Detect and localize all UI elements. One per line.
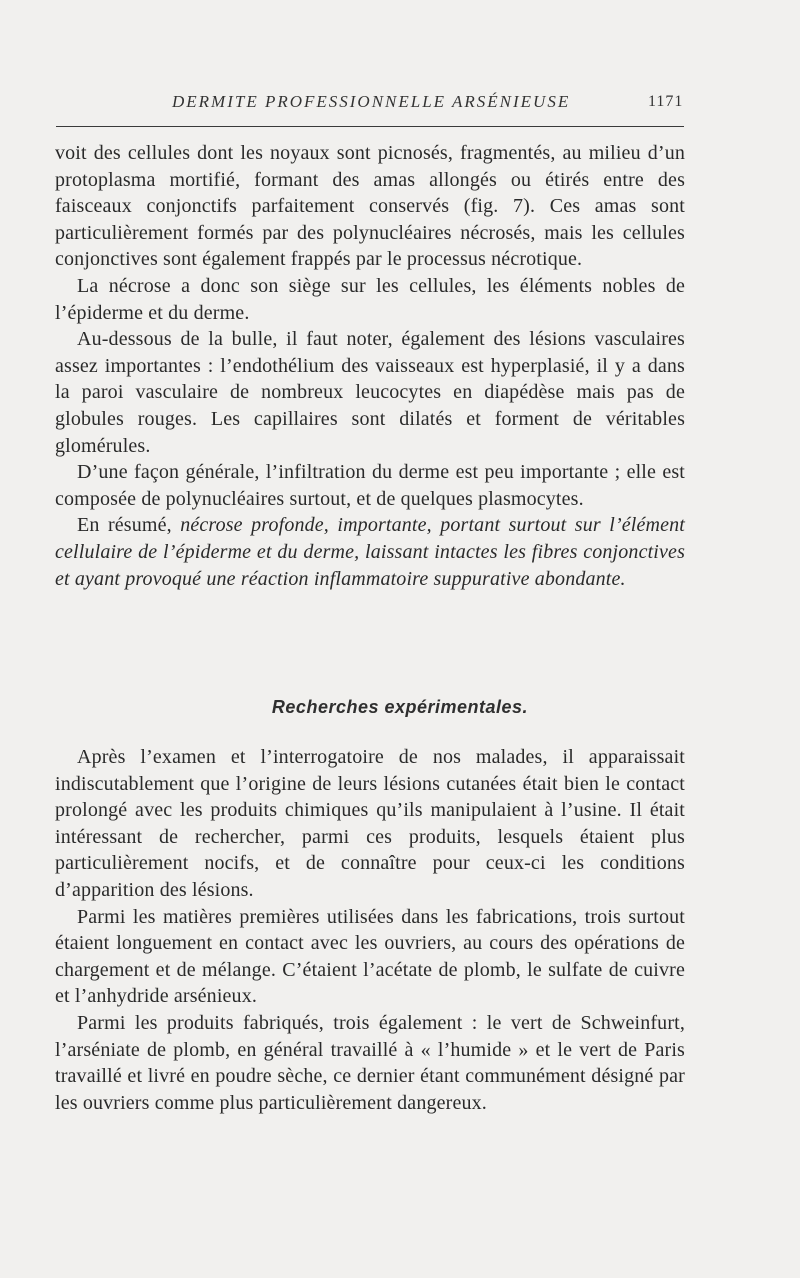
paragraph: Parmi les produits fabriqués, trois également : le vert de Schweinfurt, l’arséniate de plomb, en général travaillé à « l’humide » et le vert de Paris travaillé et livré en poudre sèche, ce dernier étant communément désigné par les ouvriers comme plus particulièrement dangereux. — [55, 1011, 685, 1114]
paragraph: D’une façon générale, l’infiltration du derme est peu importante ; elle est composée de polynucléaires surtout, et de quelques plasmocytes. — [55, 461, 685, 510]
section-heading: Recherches expérimentales. — [271, 697, 529, 717]
paragraph: La nécrose a donc son siège sur les cellules, les éléments nobles de l’épiderme et du derme. — [55, 274, 685, 324]
paragraph: Après l’examen et l’interrogatoire de nos malades, il apparaissait indiscutablement que l’origine de leurs lésions cutanées était bien le contact prolongé avec les produits chimiques qu’ils manipulaient à l’usine. Il était intéressant de rechercher, parmi ces produits, lesquels étaient plus particulièrement nocifs, et de connaître pour ceux-ci les conditions d’apparition des lésions. — [55, 746, 685, 901]
header-rule — [56, 126, 684, 127]
summary-lead: En résumé, — [77, 514, 181, 537]
section-histology — [55, 140, 685, 592]
paragraph: Au-dessous de la bulle, il faut noter, également des lésions vasculaires assez importantes : l’endothélium des vaisseaux est hyperplasié, il y a dans la paroi vasculaire de nombreux leucocytes en diapédèse mais pas de globules rouges. Les capillaires sont dilatés et forment de véritables glomérules. — [55, 328, 685, 457]
page-number: 1171 — [648, 93, 684, 110]
paragraph: Parmi les matières premières utilisées dans les fabrications, trois surtout étaient longuement en contact avec les ouvriers, au cours des opérations de chargement et de mélange. C’étaient l’acétate de plomb, le sulfate de cuivre et l’anhydride arsénieux. — [55, 905, 685, 1008]
section-experimental — [55, 744, 685, 1116]
summary-italic: nécrose profonde, importante, portant surtout sur l’élément cellulaire de l’épiderme et du derme, laissant intactes les fibres conjonctives et ayant provoqué une réaction inflammatoire suppurative abondante. — [55, 514, 685, 590]
paragraph-continuation: voit des cellules dont les noyaux sont picnosés, fragmentés, au milieu d’un protoplasma mortifié, formant des amas allongés ou étirés entre des faisceaux conjonctifs parfaitement conservés (fig. 7). Ces amas sont particulièrement formés par des polynucléaires nécrosés, mais les cellules conjonctives sont également frappés par le processus nécrotique. — [55, 142, 685, 271]
summary-paragraph — [55, 512, 685, 592]
running-title: DERMITE PROFESSIONNELLE ARSÉNIEUSE — [172, 92, 571, 111]
